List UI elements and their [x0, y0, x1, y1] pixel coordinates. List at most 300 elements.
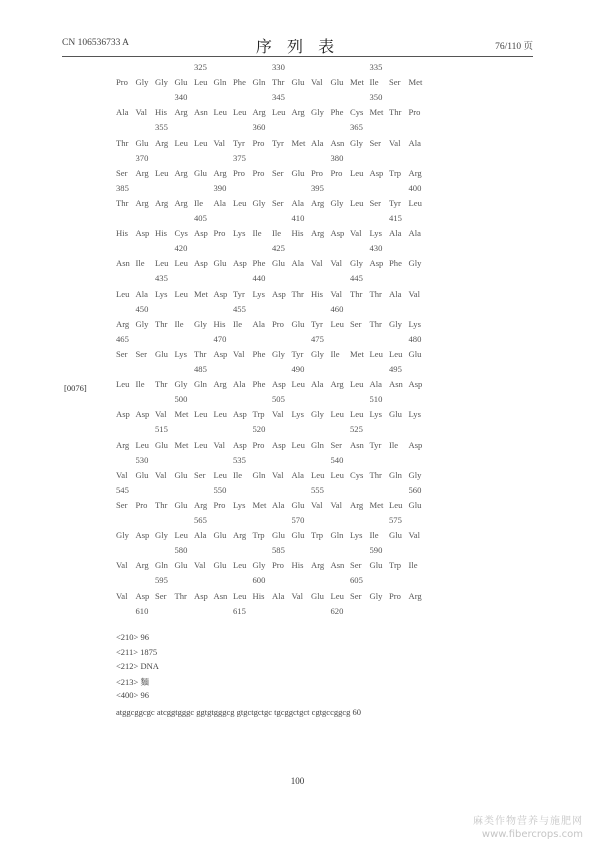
residue: Glu	[408, 499, 422, 510]
residue: Met	[369, 107, 384, 118]
residue-row	[0, 440, 595, 452]
residue: Asp	[135, 228, 150, 239]
residue: Arg	[252, 107, 266, 118]
residue: Phe	[252, 348, 266, 359]
position-number: 495	[389, 364, 402, 374]
residue: Asn	[116, 258, 130, 269]
position-number: 555	[311, 484, 324, 495]
residue: Asp	[194, 258, 208, 269]
residue: Gln	[155, 560, 168, 571]
residue: Arg	[330, 379, 344, 390]
residue: Asn	[330, 560, 345, 571]
residue: Gly	[389, 318, 402, 329]
position-row	[0, 575, 595, 587]
residue-row	[0, 349, 595, 361]
residue: Ser	[116, 348, 128, 359]
residue: Leu	[311, 469, 325, 480]
position-number: 360	[252, 122, 266, 133]
position-row	[0, 424, 595, 436]
residue: Leu	[350, 379, 364, 390]
residue: Ser	[116, 167, 128, 178]
residue: Met	[350, 77, 364, 88]
residue: Glu	[291, 77, 305, 88]
residue: Leu	[194, 409, 208, 420]
residue: Lys	[252, 288, 265, 299]
residue: Arg	[155, 137, 169, 148]
residue: Ser	[272, 167, 284, 178]
residue: Asp	[135, 590, 150, 601]
residue: Ala	[194, 530, 207, 541]
residue: Pro	[252, 439, 265, 450]
position-number: 380	[330, 152, 344, 163]
position-number: 620	[330, 605, 344, 616]
residue: Leu	[330, 590, 344, 601]
residue: Ile	[233, 469, 243, 480]
residue: Val	[350, 228, 362, 239]
residue: Trp	[389, 167, 402, 178]
position-number: 345	[272, 92, 285, 103]
metadata-line: <213> 麵	[116, 676, 149, 687]
residue: Leu	[135, 439, 149, 450]
residue: Val	[311, 77, 323, 88]
residue: Ile	[252, 228, 262, 239]
residue: His	[213, 318, 226, 329]
position-number: 575	[389, 515, 402, 525]
position-row	[0, 183, 595, 195]
residue: Ser	[135, 348, 147, 359]
residue: Glu	[272, 258, 285, 269]
residue: Gly	[311, 107, 324, 118]
residue: Tyr	[233, 137, 245, 148]
residue: Glu	[389, 530, 402, 541]
residue: Glu	[194, 167, 207, 178]
position-number: 500	[174, 394, 188, 405]
residue: Gln	[330, 530, 344, 541]
residue: Arg	[116, 439, 130, 450]
residue: Met	[350, 348, 364, 359]
residue: His	[252, 590, 265, 601]
residue: Lys	[291, 409, 304, 420]
residue-row	[0, 530, 595, 542]
residue: Ser	[116, 499, 128, 510]
position-row	[0, 92, 595, 104]
residue: Met	[291, 137, 306, 148]
residue: Phe	[330, 107, 344, 118]
residue: Thr	[291, 288, 304, 299]
position-number: 550	[213, 484, 227, 495]
residue: Pro	[272, 560, 284, 571]
position-number: 490	[291, 364, 305, 374]
residue: Val	[389, 137, 401, 148]
position-row	[0, 273, 595, 285]
residue: Leu	[389, 499, 403, 510]
residue: Cys	[350, 469, 364, 480]
residue: Gly	[135, 318, 149, 329]
residue: Asp	[194, 590, 208, 601]
residue: Tyr	[369, 439, 382, 450]
position-row	[0, 545, 595, 557]
document-title: 序 列 表	[255, 37, 340, 56]
position-number: 515	[155, 424, 168, 435]
position-number: 390	[213, 182, 227, 193]
header-divider	[62, 56, 533, 57]
residue: Tyr	[389, 197, 401, 208]
position-number: 385	[116, 182, 129, 193]
residue: Asn	[330, 137, 345, 148]
position-number: 610	[135, 605, 149, 616]
residue: Thr	[369, 288, 382, 299]
watermark	[473, 812, 583, 840]
residue: Thr	[369, 469, 382, 480]
residue: Ala	[116, 107, 129, 118]
residue: Ala	[408, 228, 421, 239]
position-number: 430	[369, 243, 383, 254]
residue: Asp	[135, 530, 150, 541]
metadata-line: <211> 1875	[116, 646, 158, 657]
residue: Pro	[389, 590, 401, 601]
residue: Cys	[174, 228, 188, 239]
position-number: 595	[155, 575, 168, 586]
position-number: 535	[233, 454, 246, 465]
residue: Gly	[252, 197, 266, 208]
residue: Glu	[155, 439, 168, 450]
residue-row	[0, 289, 595, 301]
residue: Leu	[194, 137, 208, 148]
residue: Lys	[350, 530, 363, 541]
residue: Leu	[233, 590, 247, 601]
residue: Lys	[233, 499, 246, 510]
residue: Glu	[369, 560, 383, 571]
residue: Ala	[272, 499, 285, 510]
residue: Leu	[155, 258, 169, 269]
position-row	[0, 485, 595, 497]
residue: Glu	[213, 560, 227, 571]
residue: Arg	[311, 197, 325, 208]
residue: Glu	[213, 258, 227, 269]
residue: Arg	[291, 107, 305, 118]
residue: Gly	[330, 197, 344, 208]
residue: Leu	[194, 439, 208, 450]
residue: Asp	[135, 409, 150, 420]
position-row	[0, 304, 595, 316]
residue: Leu	[330, 409, 344, 420]
residue: Gly	[369, 590, 383, 601]
metadata-line: <212> DNA	[116, 661, 159, 671]
patent-number: CN 106536733 A	[62, 38, 130, 48]
residue: Leu	[233, 107, 247, 118]
position-number: 560	[408, 484, 422, 495]
position-number: 325	[194, 62, 207, 72]
residue: Gly	[116, 530, 129, 541]
position-number: 445	[350, 273, 363, 284]
residue: Leu	[369, 348, 383, 359]
residue: Arg	[135, 167, 149, 178]
residue: Glu	[135, 469, 149, 480]
residue: Val	[272, 469, 284, 480]
position-row	[0, 213, 595, 225]
residue: Leu	[291, 439, 305, 450]
residue: Pro	[252, 137, 265, 148]
residue: Gln	[194, 379, 207, 390]
page-counter: 76/110 页	[495, 42, 533, 52]
residue: Gly	[350, 137, 363, 148]
residue: Pro	[213, 499, 226, 510]
residue: Ala	[291, 258, 304, 269]
residue: Leu	[213, 409, 227, 420]
residue: Pro	[311, 167, 323, 178]
position-number: 580	[174, 545, 188, 556]
metadata-line: <400> 96	[116, 690, 149, 700]
position-number: 355	[155, 122, 168, 133]
residue: Met	[369, 499, 384, 510]
residue: His	[155, 228, 167, 239]
residue: Trp	[252, 409, 265, 420]
residue-row	[0, 198, 595, 210]
residue: Val	[291, 590, 303, 601]
position-row	[0, 394, 595, 406]
residue: Leu	[350, 167, 364, 178]
residue: Trp	[252, 530, 265, 541]
residue: Ile	[408, 560, 418, 571]
residue: Ala	[272, 590, 285, 601]
residue: Asp	[194, 228, 208, 239]
position-number: 350	[369, 92, 383, 103]
residue-row	[0, 319, 595, 331]
residue-row	[0, 107, 595, 119]
residue: Arg	[194, 499, 208, 510]
residue: Ala	[311, 137, 324, 148]
residue: Thr	[194, 348, 207, 359]
residue: Leu	[291, 379, 305, 390]
residue: Val	[408, 530, 420, 541]
position-row	[0, 364, 595, 376]
residue: Thr	[174, 590, 187, 601]
residue: Gly	[252, 560, 266, 571]
residue: Ser	[369, 197, 381, 208]
residue: Arg	[233, 530, 247, 541]
residue: Glu	[174, 77, 188, 88]
residue: Ser	[350, 318, 362, 329]
residue: Arg	[155, 197, 169, 208]
residue: Thr	[116, 137, 129, 148]
residue: Gln	[252, 77, 266, 88]
residue: Leu	[330, 318, 344, 329]
position-row	[0, 122, 595, 134]
residue: Val	[155, 409, 167, 420]
residue: Arg	[350, 499, 364, 510]
residue: Asp	[233, 439, 247, 450]
residue: Gly	[350, 258, 363, 269]
residue: Trp	[311, 530, 324, 541]
residue: Glu	[272, 530, 285, 541]
residue: Glu	[291, 167, 305, 178]
residue: Arg	[174, 107, 188, 118]
position-number: 450	[135, 303, 149, 314]
position-number: 335	[369, 62, 383, 72]
residue: Lys	[155, 288, 168, 299]
residue: Glu	[330, 77, 344, 88]
residue: Val	[233, 348, 245, 359]
residue: Asp	[272, 379, 286, 390]
position-number: 605	[350, 575, 363, 586]
residue: Leu	[174, 137, 188, 148]
residue: Glu	[291, 530, 305, 541]
residue: Pro	[135, 499, 148, 510]
residue: Leu	[174, 530, 188, 541]
residue: Arg	[135, 560, 149, 571]
position-number: 395	[311, 182, 324, 193]
residue: Lys	[174, 348, 187, 359]
residue: Leu	[213, 469, 227, 480]
residue: Leu	[408, 197, 422, 208]
residue: Phe	[252, 258, 266, 269]
position-number: 455	[233, 303, 246, 314]
residue: Leu	[389, 348, 403, 359]
residue: Asp	[272, 288, 286, 299]
residue: Ala	[233, 379, 246, 390]
residue: Val	[116, 469, 128, 480]
position-row	[0, 243, 595, 255]
residue: Gly	[272, 348, 285, 359]
position-number: 510	[369, 394, 383, 405]
residue: Ser	[272, 197, 284, 208]
residue: Tyr	[291, 348, 304, 359]
residue-row	[0, 591, 595, 603]
residue: Tyr	[272, 137, 284, 148]
residue: Ile	[389, 439, 399, 450]
residue: Tyr	[311, 318, 323, 329]
residue: Leu	[116, 379, 130, 390]
dna-sequence-line: atggcggcgc atcggtgggc ggtgtgggcg gtgctgctgc tgcggctgct cgtgccggcg 60	[116, 706, 361, 717]
residue: Ser	[350, 590, 362, 601]
residue: Leu	[233, 560, 247, 571]
residue: Ile	[369, 530, 379, 541]
residue: Asn	[389, 379, 403, 390]
residue: Leu	[330, 469, 344, 480]
residue: Gly	[408, 258, 422, 269]
residue: Ala	[389, 228, 402, 239]
position-number: 400	[408, 182, 422, 193]
residue: Glu	[291, 499, 305, 510]
residue: Gln	[389, 469, 402, 480]
residue: Glu	[408, 348, 422, 359]
residue-row	[0, 228, 595, 240]
residue: Lys	[408, 409, 421, 420]
residue: Ile	[135, 258, 145, 269]
watermark-url: www.fibercrops.com	[481, 829, 583, 840]
residue: Ala	[252, 318, 265, 329]
residue: Thr	[350, 288, 363, 299]
residue: Arg	[408, 590, 422, 601]
residue: His	[291, 560, 304, 571]
residue: Ile	[272, 228, 282, 239]
position-number: 410	[291, 213, 305, 223]
residue: Ile	[369, 77, 379, 88]
residue: Thr	[155, 499, 168, 510]
residue: Glu	[155, 348, 168, 359]
residue: Arg	[174, 197, 188, 208]
residue: Asp	[408, 439, 423, 450]
residue: Gly	[311, 348, 324, 359]
position-number: 370	[135, 152, 149, 163]
residue: Gly	[155, 77, 168, 88]
residue: Asn	[350, 439, 364, 450]
residue: Arg	[213, 379, 227, 390]
position-number: 480	[408, 333, 422, 344]
residue: Glu	[311, 590, 324, 601]
residue: Leu	[233, 197, 247, 208]
residue-row	[0, 409, 595, 421]
residue: Lys	[408, 318, 421, 329]
position-number: 465	[116, 333, 129, 344]
position-number: 420	[174, 243, 188, 254]
residue: Ile	[174, 318, 184, 329]
residue: Pro	[408, 107, 421, 118]
residue-row	[0, 500, 595, 512]
residue: Pro	[116, 77, 128, 88]
residue: Val	[213, 137, 225, 148]
residue: Arg	[135, 197, 149, 208]
residue: Leu	[174, 258, 188, 269]
residue: Gln	[213, 77, 227, 88]
residue: Arg	[213, 167, 227, 178]
residue: Ser	[369, 137, 381, 148]
residue: Asp	[272, 439, 286, 450]
residue: Asp	[213, 288, 228, 299]
residue: Met	[408, 77, 423, 88]
residue: Thr	[369, 318, 382, 329]
residue: Ile	[233, 318, 243, 329]
residue: Glu	[174, 469, 188, 480]
residue: Val	[311, 258, 323, 269]
page-header	[62, 37, 533, 56]
residue: Gln	[252, 469, 266, 480]
residue: Arg	[311, 228, 325, 239]
residue: Glu	[174, 499, 188, 510]
residue: Trp	[389, 560, 402, 571]
residue: Cys	[350, 107, 364, 118]
metadata-line: <210> 96	[116, 632, 149, 642]
residue: Met	[194, 288, 208, 299]
residue: Ile	[194, 197, 204, 208]
residue: Arg	[311, 560, 325, 571]
residue: Asp	[233, 258, 247, 269]
residue: Thr	[155, 379, 168, 390]
position-number: 590	[369, 545, 383, 556]
residue: Asp	[213, 348, 228, 359]
residue-row	[0, 560, 595, 572]
residue: Ala	[369, 379, 382, 390]
residue: Asp	[330, 228, 345, 239]
position-row	[0, 455, 595, 467]
watermark-title: 麻类作物营养与施肥网	[473, 816, 583, 827]
position-row	[0, 62, 595, 74]
position-number: 435	[155, 273, 168, 284]
residue: Gly	[408, 469, 422, 480]
residue-row	[0, 470, 595, 482]
residue: Ala	[213, 197, 226, 208]
residue: Ile	[135, 379, 145, 390]
residue: Asp	[408, 379, 423, 390]
residue: Ala	[389, 288, 402, 299]
residue: Gly	[174, 379, 188, 390]
residue: Val	[116, 560, 128, 571]
residue: Leu	[350, 409, 364, 420]
residue-row	[0, 258, 595, 270]
residue: Met	[252, 499, 267, 510]
residue: Pro	[213, 228, 226, 239]
residue: Val	[213, 439, 225, 450]
